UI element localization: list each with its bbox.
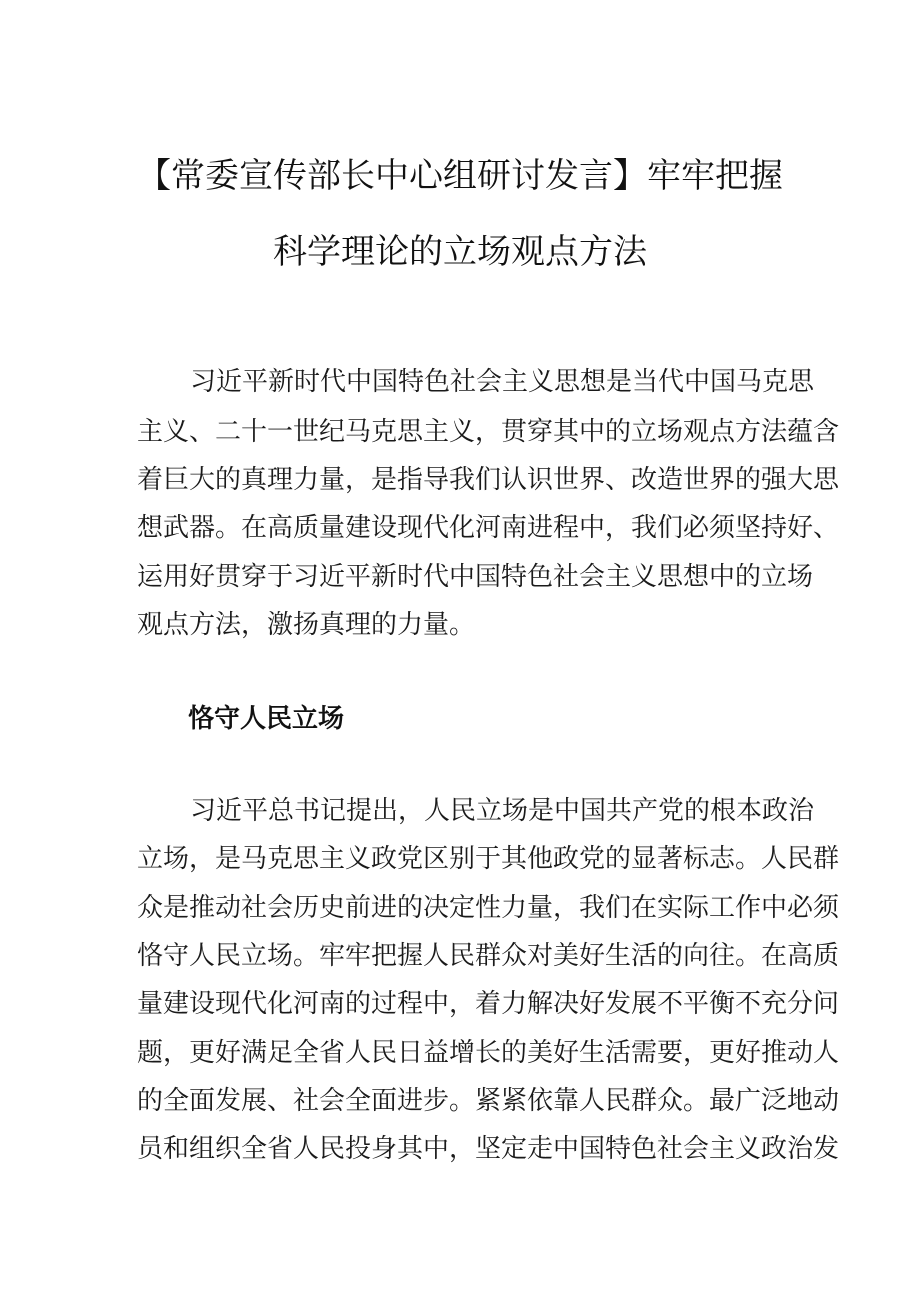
paragraph-2-line-6: 题，更好满足全省人民日益增长的美好生活需要，更好推动人 bbox=[137, 1038, 840, 1068]
paragraph-1-line-3: 着巨大的真理力量，是指导我们认识世界、改造世界的强大思 bbox=[137, 465, 840, 495]
section-heading: 恪守人民立场 bbox=[188, 704, 345, 734]
paragraph-2-line-1: 习近平总书记提出，人民立场是中国共产党的根本政治 bbox=[190, 796, 815, 826]
paragraph-2-line-3: 众是推动社会历史前进的决定性力量，我们在实际工作中必须 bbox=[137, 893, 840, 923]
paragraph-1-line-2: 主义、二十一世纪马克思主义，贯穿其中的立场观点方法蕴含 bbox=[137, 417, 840, 447]
paragraph-2-line-2: 立场，是马克思主义政党区别于其他政党的显著标志。人民群 bbox=[137, 844, 840, 874]
paragraph-1-line-4: 想武器。在高质量建设现代化河南进程中，我们必须坚持好、 bbox=[137, 513, 840, 543]
document-title-line-2: 科学理论的立场观点方法 bbox=[273, 232, 647, 272]
document-title-line-1: 【常委宣传部长中心组研讨发言】牢牢把握 bbox=[137, 156, 783, 196]
paragraph-1-line-6: 观点方法，激扬真理的力量。 bbox=[137, 610, 476, 640]
paragraph-1-line-1: 习近平新时代中国特色社会主义思想是当代中国马克思 bbox=[190, 367, 815, 397]
paragraph-1-line-5: 运用好贯穿于习近平新时代中国特色社会主义思想中的立场 bbox=[137, 562, 814, 592]
paragraph-2-line-5: 量建设现代化河南的过程中，着力解决好发展不平衡不充分问 bbox=[137, 989, 840, 1019]
paragraph-2-line-4: 恪守人民立场。牢牢把握人民群众对美好生活的向往。在高质 bbox=[137, 941, 840, 971]
paragraph-2-line-8: 员和组织全省人民投身其中，坚定走中国特色社会主义政治发 bbox=[137, 1134, 840, 1164]
paragraph-2-line-7: 的全面发展、社会全面进步。紧紧依靠人民群众。最广泛地动 bbox=[137, 1086, 840, 1116]
